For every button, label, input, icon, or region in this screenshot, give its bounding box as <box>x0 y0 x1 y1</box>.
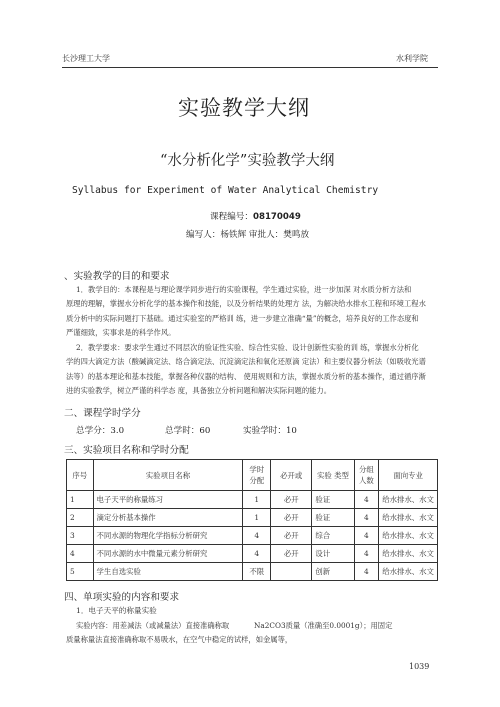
cell-hours: 1 <box>243 491 271 509</box>
experiment-table <box>66 459 438 581</box>
table-row <box>67 509 438 527</box>
course-code-label: 课程编号： <box>210 212 253 222</box>
total-hours: 总学时：60 <box>165 426 211 436</box>
experiment1-content-line1b: Na2CO3质量（准确至0.0001g）；用固定 <box>254 621 393 630</box>
course-code-value: 08170049 <box>252 212 301 222</box>
paragraph-line: 质分析中的实际问题打下基础。通过实验室的严格训 练，进一步建立准确“量”的概念，培养良好的工作态度和 <box>66 313 419 323</box>
paragraph-line: 原理的理解，掌握水分析化学的基本操作和技能，以及分析结果的处理方 法，为解决给水排水工程和环境工程水 <box>66 299 426 309</box>
cell-type: 验证 <box>312 491 354 509</box>
page-number: 1039 <box>409 662 430 671</box>
cell-type: 设计 <box>312 545 354 563</box>
cell-name: 学生自选实验 <box>93 563 243 581</box>
paragraph-line: 严谨细致，实事求是的科学作风。 <box>66 328 176 338</box>
header-rule <box>62 67 438 68</box>
section4-heading: 四、单项实验的内容和要求 <box>64 592 180 603</box>
cell-major: 给水排水、水文 <box>379 509 438 527</box>
cell-hours: 4 <box>243 545 271 563</box>
cell-major: 给水排水、水文 <box>379 527 438 545</box>
cell-major: 给水排水、水文 <box>379 545 438 563</box>
cell-type: 验证 <box>312 509 354 527</box>
table-row <box>67 527 438 545</box>
header-college: 水利学院 <box>396 54 428 63</box>
page-title: 实验教学大纲 <box>178 96 310 120</box>
cell-group: 4 <box>354 509 379 527</box>
col-header-hours: 学时 分配 <box>243 460 271 491</box>
cell-hours: 4 <box>243 527 271 545</box>
col-header-group: 分组 人数 <box>354 460 379 491</box>
cell-hours: 不限 <box>243 563 271 581</box>
cell-group: 4 <box>354 545 379 563</box>
cell-required: 必开 <box>271 509 312 527</box>
cell-index: 3 <box>67 527 94 545</box>
cell-major: 给水排水、水文 <box>379 563 438 581</box>
cell-required: 必开 <box>271 527 312 545</box>
col-header-index: 序号 <box>67 460 94 491</box>
paragraph-line: 2．教学要求：要求学生通过不同层次的验证性实验、综合性实验、设计创新性实验的训 练，掌握水分析化 <box>76 343 419 352</box>
col-header-required: 必开或 <box>271 460 312 491</box>
experiment1-content-line1a: 实验内容：用差减法（或减量法）直接准确称取 <box>76 621 230 630</box>
cell-required: 必开 <box>271 545 312 563</box>
cell-name: 滴定分析基本操作 <box>93 509 243 527</box>
paragraph-line: 学的四大滴定方法（酸碱滴定法、络合滴定法、沉淀滴定法和氧化还原滴 定法）和主要仪器分析法（如吸收光谱 <box>66 357 426 367</box>
cell-type: 综合 <box>312 527 354 545</box>
header-school: 长沙理工大学 <box>62 54 110 63</box>
section3-heading: 三、实验项目名称和学时分配 <box>64 445 189 456</box>
course-code <box>210 210 301 222</box>
table-row <box>67 563 438 581</box>
col-header-type: 实验 类型 <box>312 460 354 491</box>
total-credits: 总学分：3.0 <box>76 426 125 436</box>
col-header-name: 实验项目名称 <box>93 460 243 491</box>
experiment1-content-line2: 质量称量法直接准确称取不易吸水，在空气中稳定的试样，如金属等， <box>66 635 293 644</box>
cell-name: 不同水源的物理化学指标分析研究 <box>93 527 243 545</box>
col-header-major: 面向专业 <box>379 460 438 491</box>
page-subtitle: “水分析化学”实验教学大纲 <box>160 153 335 169</box>
paragraph-line: 进的实验教学，树立严谨的科学态 度，具备独立分析问题和解决实际问题的能力。 <box>66 386 332 396</box>
section1-paragraph-2 <box>66 341 426 399</box>
cell-hours: 1 <box>243 509 271 527</box>
cell-major: 给水排水、水文 <box>379 491 438 509</box>
experiment1-title: 1．电子天平的称量实验 <box>76 606 157 615</box>
section1-heading: 、实验教学的目的和要求 <box>64 271 170 282</box>
table-row <box>67 491 438 509</box>
authors-line: 编写人：杨铁辉 审批人：樊鸣放 <box>186 230 310 240</box>
section2-heading: 二、课程学时学分 <box>64 408 141 419</box>
table-row <box>67 545 438 563</box>
cell-group: 4 <box>354 527 379 545</box>
cell-index: 4 <box>67 545 94 563</box>
cell-type: 创新 <box>312 563 354 581</box>
cell-name: 电子天平的称量练习 <box>93 491 243 509</box>
cell-group: 4 <box>354 563 379 581</box>
cell-index: 1 <box>67 491 94 509</box>
cell-index: 2 <box>67 509 94 527</box>
cell-index: 5 <box>67 563 94 581</box>
english-title: Syllabus for Experiment of Water Analytical Chemistry <box>72 185 379 196</box>
section1-paragraph-1 <box>66 283 426 341</box>
table-header-row <box>67 460 438 491</box>
cell-name: 不同水源的水中微量元素分析研究 <box>93 545 243 563</box>
cell-required: 必开 <box>271 491 312 509</box>
cell-required <box>271 563 312 581</box>
paragraph-line: 法等）的基本理论和基本技能，掌握各种仪器的结构、 使用规则和方法，掌握水质分析的基本操作，通过循序渐 <box>66 371 426 381</box>
lab-hours: 实验学时：10 <box>243 426 297 436</box>
paragraph-line: 1．教学目的：本课程是与理论课学同步进行的实验课程，学生通过实验，进一步加深 对水质分析方法和 <box>76 285 412 294</box>
cell-group: 4 <box>354 491 379 509</box>
